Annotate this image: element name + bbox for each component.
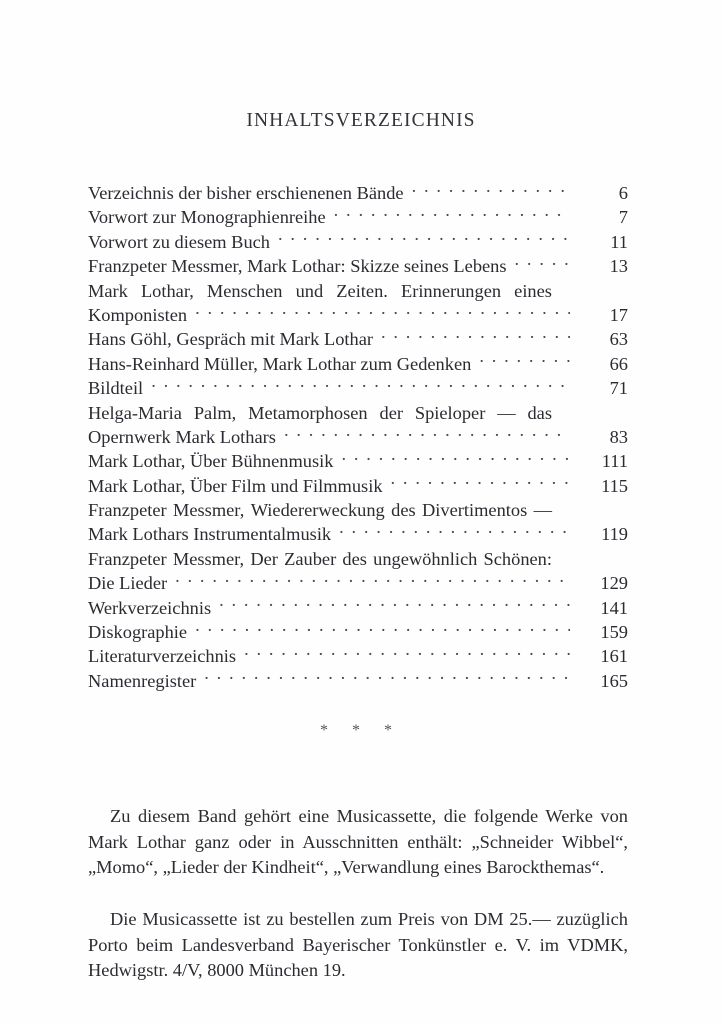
toc-entry[interactable] xyxy=(88,596,628,620)
toc-entry-line xyxy=(88,303,628,327)
toc-page-number: 66 xyxy=(609,353,628,374)
toc-entry-line xyxy=(88,571,628,595)
toc-entry-line: Mark Lothar, Menschen und Zeiten. Erinnerungen eines xyxy=(88,280,552,301)
toc-page-number: 17 xyxy=(609,304,628,325)
toc-page-number: 159 xyxy=(600,622,628,643)
toc-entry-title: Mark Lothar, Über Bühnenmusik xyxy=(88,451,334,472)
dot-leader xyxy=(278,230,570,248)
toc-entry-line xyxy=(88,596,628,620)
toc-entry[interactable] xyxy=(88,474,628,498)
toc-entry-title: Werkverzeichnis xyxy=(88,597,212,618)
toc-page-number: 141 xyxy=(600,597,628,618)
toc-entry-title: Diskographie xyxy=(88,622,188,643)
toc-page-number: 111 xyxy=(601,451,628,472)
toc-entry-line xyxy=(88,644,628,668)
page-title: INHALTSVERZEICHNIS xyxy=(246,110,476,131)
toc-entry[interactable] xyxy=(88,547,628,596)
toc-entry-line xyxy=(88,352,628,376)
toc-entry-title: Hans-Reinhard Müller, Mark Lothar zum Gedenken xyxy=(88,353,472,374)
toc-entry-title: Vorwort zur Monographienreihe xyxy=(88,207,326,228)
toc-page-number: 71 xyxy=(609,378,628,399)
dot-leader xyxy=(391,474,570,492)
toc-page-number: 6 xyxy=(618,183,628,203)
toc-entry-line xyxy=(88,376,628,400)
toc-page-number: 13 xyxy=(609,256,628,277)
toc-entry[interactable] xyxy=(88,449,628,473)
table-of-contents xyxy=(88,181,628,693)
toc-entry[interactable] xyxy=(88,376,628,400)
toc-entry-line: Franzpeter Messmer, Der Zauber des ungewöhnlich Schönen: xyxy=(88,548,552,569)
toc-page-number: 119 xyxy=(601,524,628,545)
toc-page-number: 129 xyxy=(600,573,628,594)
toc-entry[interactable] xyxy=(88,181,628,205)
dot-leader xyxy=(175,571,570,589)
toc-entry-line xyxy=(88,449,628,473)
toc-entry-line xyxy=(88,181,628,205)
toc-entry-line xyxy=(88,254,628,278)
toc-entry-title: Mark Lothar, Über Film und Filmmusik xyxy=(88,475,383,496)
toc-entry-line xyxy=(88,230,628,254)
toc-entry[interactable] xyxy=(88,352,628,376)
dot-leader xyxy=(195,620,570,638)
toc-entry[interactable] xyxy=(88,498,628,547)
toc-page-number: 11 xyxy=(610,231,628,252)
note-paragraph-cassette-contents: Zu diesem Band gehört eine Musicassette, die folgende Werke von Mark Lothar ganz oder in Ausschnitten enthält: „Schneider Wibbel“, „Momo“, „Lieder der Kindheit“, „Verwandlung eines Barockthemas“. xyxy=(88,806,628,878)
toc-entry-line xyxy=(88,620,628,644)
dot-leader xyxy=(151,376,570,394)
toc-entry-line: Franzpeter Messmer, Wiedererweckung des Divertimentos — xyxy=(88,500,552,521)
toc-page-number: 165 xyxy=(600,670,628,691)
toc-entry-title: Literaturverzeichnis xyxy=(88,646,237,667)
toc-page-number: 83 xyxy=(609,426,628,447)
dot-leader xyxy=(204,669,570,687)
dot-leader xyxy=(334,205,570,223)
dot-leader xyxy=(284,425,570,443)
toc-entry-title: Mark Lothars Instrumentalmusik xyxy=(88,524,332,545)
toc-page-number: 115 xyxy=(601,475,628,496)
toc-entry-line xyxy=(88,669,628,693)
toc-entry-line xyxy=(88,474,628,498)
toc-entry-line xyxy=(88,425,628,449)
toc-page-number: 7 xyxy=(618,207,628,228)
note-paragraph-ordering-info: Die Musicassette ist zu bestellen zum Preis von DM 25.— zuzüglich Porto beim Landesverband Bayerischer Tonkünstler e. V. im VDMK, Hedwigstr. 4/V, 8000 München 19. xyxy=(88,909,628,981)
toc-entry-title: Bildteil xyxy=(88,378,144,399)
dot-leader xyxy=(219,596,570,614)
toc-page-number: 63 xyxy=(609,329,628,350)
toc-entry[interactable] xyxy=(88,254,628,278)
toc-entry-title: Komponisten xyxy=(88,304,188,325)
toc-entry[interactable] xyxy=(88,279,628,328)
toc-entry[interactable] xyxy=(88,230,628,254)
toc-entry[interactable] xyxy=(88,620,628,644)
dot-leader xyxy=(195,303,570,321)
toc-entry[interactable] xyxy=(88,205,628,229)
dot-leader xyxy=(412,181,570,199)
dot-leader xyxy=(381,327,570,345)
toc-entry-line xyxy=(88,327,628,351)
toc-entry-title: Die Lieder xyxy=(88,573,168,594)
toc-entry-line xyxy=(88,205,628,229)
toc-entry-title: Opernwerk Mark Lothars xyxy=(88,426,276,447)
toc-entry-title: Namenregister xyxy=(88,670,197,691)
toc-entry-line xyxy=(88,522,628,546)
toc-entry-line: Helga-Maria Palm, Metamorphosen der Spieloper — das xyxy=(88,402,552,423)
toc-entry[interactable] xyxy=(88,644,628,668)
dot-leader xyxy=(341,449,570,467)
dot-leader xyxy=(515,254,570,272)
toc-entry-title: Verzeichnis der bisher erschienenen Bände xyxy=(88,183,404,203)
toc-entry-title: Hans Göhl, Gespräch mit Mark Lothar xyxy=(88,329,373,350)
toc-entry[interactable] xyxy=(88,401,628,450)
toc-entry[interactable] xyxy=(88,327,628,351)
dot-leader xyxy=(339,522,570,540)
section-separator: * * * xyxy=(320,722,402,739)
toc-entry-title: Franzpeter Messmer, Mark Lothar: Skizze seines Lebens xyxy=(88,256,507,277)
toc-entry[interactable] xyxy=(88,669,628,693)
toc-entry-title: Vorwort zu diesem Buch xyxy=(88,231,271,252)
dot-leader xyxy=(244,644,570,662)
toc-page-number: 161 xyxy=(600,646,628,667)
dot-leader xyxy=(479,352,570,370)
